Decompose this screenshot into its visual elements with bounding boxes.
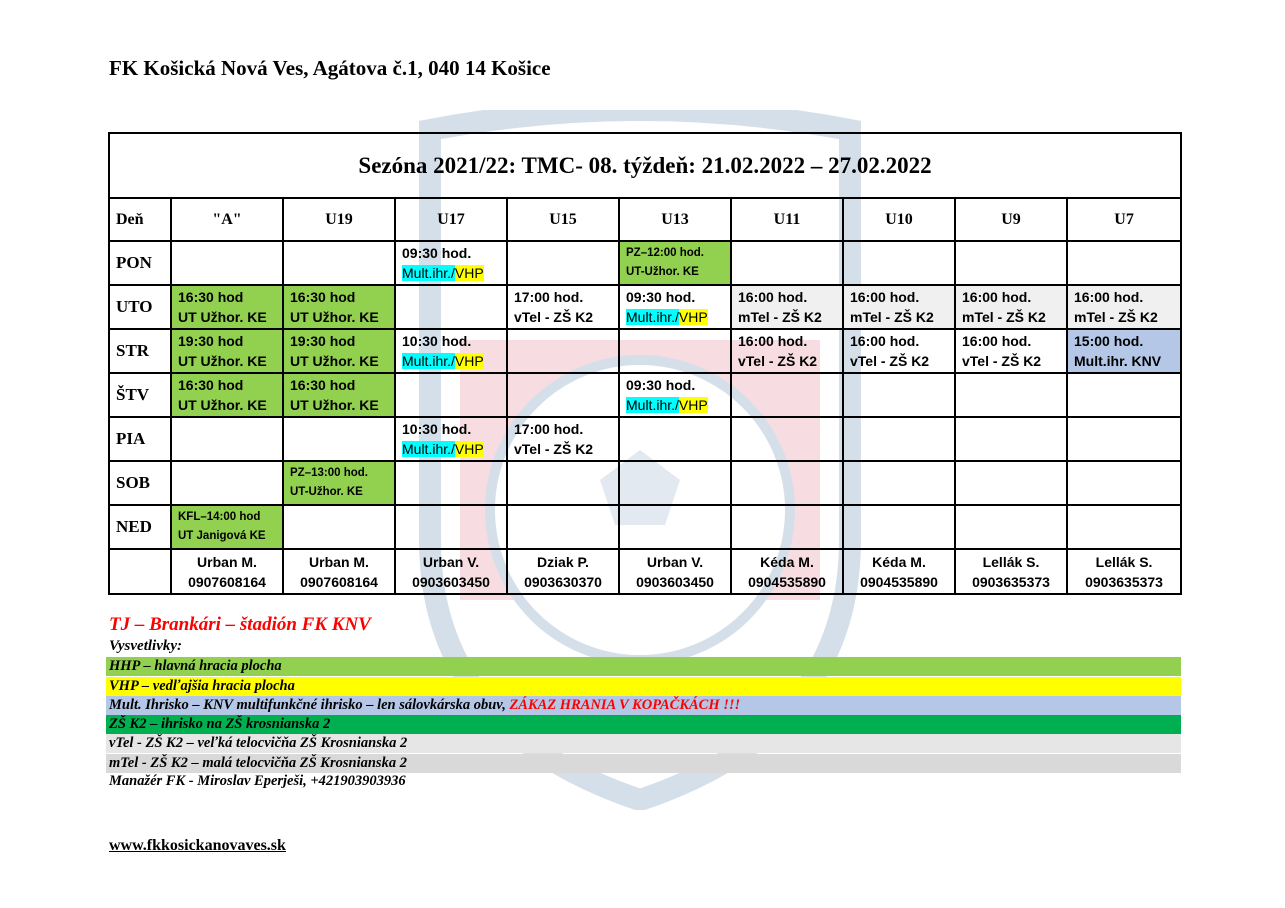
- session-cell-u17: [395, 373, 507, 417]
- session-cell-u13: [619, 505, 731, 549]
- session-time: 17:00 hod.: [514, 289, 584, 305]
- schedule-title: Sezóna 2021/22: TMC- 08. týždeň: 21.02.2022 – 27.02.2022: [109, 133, 1181, 198]
- coach-name: Lellák S.: [982, 553, 1040, 570]
- session-cell-u7: [1067, 461, 1181, 505]
- coach-name: Urban V.: [646, 553, 704, 570]
- session-venue: UT Janigová KE: [178, 530, 266, 542]
- session-cell-u17: [395, 461, 507, 505]
- session-cell-u13: [619, 417, 731, 461]
- coach-phone: 0903635373: [972, 573, 1050, 590]
- legend-vtel: [106, 734, 1181, 753]
- day-label: STR: [109, 329, 171, 373]
- session-venue: UT-Užhor. KE: [290, 486, 363, 498]
- coach-phone: 0907608164: [188, 573, 266, 590]
- session-cell-u9: [955, 417, 1067, 461]
- session-time: 09:30 hod.: [626, 377, 696, 393]
- day-label: PIA: [109, 417, 171, 461]
- column-header-u15: U15: [507, 198, 619, 241]
- session-cell-u19: [283, 285, 395, 329]
- legend-text: ZŠ K2 – ihrisko na ZŠ krosnianska 2: [109, 716, 331, 732]
- venue-vhp: VHP: [454, 265, 484, 281]
- session-cell-u13: [619, 285, 731, 329]
- schedule-row-štv: [109, 373, 1181, 417]
- session-cell-u9: [955, 461, 1067, 505]
- coach-phone: 0903630370: [524, 573, 602, 590]
- session-cell-u13: [619, 241, 731, 285]
- session-venue: UT-Užhor. KE: [626, 266, 699, 278]
- session-cell-u19: [283, 373, 395, 417]
- venue-mult-ihr: Mult.ihr./: [402, 353, 455, 369]
- coach-cell-u10: [843, 549, 955, 594]
- session-venue: mTel - ZŠ K2: [738, 309, 822, 325]
- session-cell-u7: [1067, 285, 1181, 329]
- venue-vhp: VHP: [454, 441, 484, 457]
- session-cell-a-team: [171, 285, 283, 329]
- column-header-row: [109, 198, 1181, 241]
- session-cell-u15: [507, 373, 619, 417]
- legend-text: vTel - ZŠ K2 – veľká telocvičňa ZŠ Krosnianska 2: [109, 735, 408, 751]
- session-time: 10:30 hod.: [402, 333, 472, 349]
- coach-cell-u15: [507, 549, 619, 594]
- session-cell-u10: [843, 329, 955, 373]
- session-time: 16:00 hod.: [738, 289, 808, 305]
- session-venue: UT Užhor. KE: [178, 353, 267, 369]
- schedule-row-str: [109, 329, 1181, 373]
- session-cell-u10: [843, 241, 955, 285]
- session-cell-u10: [843, 373, 955, 417]
- day-label: PON: [109, 241, 171, 285]
- coach-name: Urban V.: [422, 553, 480, 570]
- session-cell-u9: [955, 285, 1067, 329]
- session-cell-u11: [731, 417, 843, 461]
- session-cell-u10: [843, 461, 955, 505]
- column-header-u10: U10: [843, 198, 955, 241]
- session-time: 16:30 hod: [290, 377, 356, 393]
- website-link[interactable]: www.fkkosickanovaves.sk: [109, 837, 286, 854]
- column-header-u19: U19: [283, 198, 395, 241]
- session-venue: UT Užhor. KE: [178, 397, 267, 413]
- coach-cell-u13: [619, 549, 731, 594]
- session-cell-a-team: [171, 241, 283, 285]
- coach-cell-a-team: [171, 549, 283, 594]
- session-cell-u17: [395, 285, 507, 329]
- session-cell-u15: [507, 241, 619, 285]
- legend-mtel: [106, 754, 1181, 773]
- coach-phone: 0904535890: [748, 573, 826, 590]
- session-cell-a-team: [171, 373, 283, 417]
- session-cell-u13: [619, 329, 731, 373]
- venue-vhp: VHP: [454, 353, 484, 369]
- session-time: 09:30 hod.: [402, 245, 472, 261]
- session-cell-u13: [619, 461, 731, 505]
- session-venue: [626, 395, 724, 415]
- session-cell-u9: [955, 373, 1067, 417]
- goalkeeper-note: TJ – Brankári – štadión FK KNV: [109, 614, 371, 635]
- column-header-day: Deň: [109, 198, 171, 241]
- session-venue: vTel - ZŠ K2: [514, 441, 594, 457]
- venue-mult-ihr: Mult.ihr./: [402, 441, 455, 457]
- session-time: 16:30 hod: [178, 377, 244, 393]
- session-time: KFL–14:00 hod: [178, 511, 261, 523]
- session-cell-u11: [731, 461, 843, 505]
- coach-name: Lellák S.: [1095, 553, 1153, 570]
- session-cell-u19: [283, 505, 395, 549]
- session-venue: [402, 351, 500, 371]
- session-cell-a-team: [171, 461, 283, 505]
- session-time: 17:00 hod.: [514, 421, 584, 437]
- coach-name: Dziak P.: [537, 553, 589, 570]
- session-cell-u15: [507, 505, 619, 549]
- column-header-u7: U7: [1067, 198, 1181, 241]
- venue-mult-ihr: Mult.ihr./: [626, 309, 679, 325]
- coach-row: [109, 549, 1181, 594]
- session-cell-u19: [283, 461, 395, 505]
- day-label: UTO: [109, 285, 171, 329]
- session-cell-u19: [283, 329, 395, 373]
- session-venue: vTel - ZŠ K2: [514, 309, 594, 325]
- coach-name: Urban M.: [309, 553, 369, 570]
- coach-phone: 0907608164: [300, 573, 378, 590]
- session-cell-u11: [731, 329, 843, 373]
- session-time: 16:30 hod: [290, 289, 356, 305]
- legend-text: HHP – hlavná hracia plocha: [109, 658, 282, 674]
- coach-cell-u11: [731, 549, 843, 594]
- legend-text: VHP – vedľajšia hracia plocha: [109, 678, 295, 694]
- session-cell-u15: [507, 461, 619, 505]
- session-venue: vTel - ZŠ K2: [850, 353, 930, 369]
- schedule-row-pia: [109, 417, 1181, 461]
- session-time: 16:00 hod.: [962, 289, 1032, 305]
- session-venue: UT Užhor. KE: [290, 309, 379, 325]
- session-cell-a-team: [171, 417, 283, 461]
- session-cell-u9: [955, 505, 1067, 549]
- session-cell-u7: [1067, 329, 1181, 373]
- day-label: ŠTV: [109, 373, 171, 417]
- manager-contact: Manažér FK - Miroslav Eperješi, +421903903936: [109, 773, 406, 789]
- session-time: PZ–13:00 hod.: [290, 467, 368, 479]
- day-label: SOB: [109, 461, 171, 505]
- session-venue: [402, 439, 500, 459]
- session-venue: UT Užhor. KE: [290, 397, 379, 413]
- coach-cell-u19: [283, 549, 395, 594]
- legend-hhp: [106, 657, 1181, 676]
- session-cell-u15: [507, 329, 619, 373]
- session-time: 19:30 hod: [178, 333, 244, 349]
- session-venue: mTel - ZŠ K2: [1074, 309, 1158, 325]
- session-venue: Mult.ihr. KNV: [1074, 353, 1162, 369]
- session-time: PZ–12:00 hod.: [626, 247, 704, 259]
- schedule-row-sob: [109, 461, 1181, 505]
- coach-name: Kéda M.: [872, 553, 926, 570]
- schedule-body: [109, 241, 1181, 549]
- coach-cell-u17: [395, 549, 507, 594]
- session-cell-u17: [395, 241, 507, 285]
- coach-name: Kéda M.: [760, 553, 814, 570]
- session-venue: vTel - ZŠ K2: [738, 353, 818, 369]
- session-time: 19:30 hod: [290, 333, 356, 349]
- legend-text: Mult. Ihrisko – KNV multifunkčné ihrisko – len sálovkárska obuv,: [109, 697, 510, 713]
- column-header-u17: U17: [395, 198, 507, 241]
- session-cell-u11: [731, 285, 843, 329]
- session-cell-u10: [843, 505, 955, 549]
- session-cell-u11: [731, 241, 843, 285]
- coach-phone: 0903635373: [1085, 573, 1163, 590]
- session-cell-u15: [507, 417, 619, 461]
- legend-vhp: [106, 677, 1181, 696]
- schedule-row-ned: [109, 505, 1181, 549]
- venue-vhp: VHP: [678, 309, 708, 325]
- session-venue: mTel - ZŠ K2: [850, 309, 934, 325]
- session-cell-a-team: [171, 329, 283, 373]
- session-venue: [626, 307, 724, 327]
- session-time: 16:30 hod: [178, 289, 244, 305]
- legend-warning: ZÁKAZ HRANIA V KOPAČKÁCH !!!: [509, 697, 741, 713]
- session-cell-u17: [395, 417, 507, 461]
- session-cell-u17: [395, 329, 507, 373]
- session-cell-u15: [507, 285, 619, 329]
- session-venue: [402, 263, 500, 283]
- session-cell-u19: [283, 417, 395, 461]
- session-time: 10:30 hod.: [402, 421, 472, 437]
- venue-mult-ihr: Mult.ihr./: [402, 265, 455, 281]
- session-cell-u13: [619, 373, 731, 417]
- coach-cell-u7: [1067, 549, 1181, 594]
- legend-text: mTel - ZŠ K2 – malá telocvičňa ZŠ Krosnianska 2: [109, 755, 407, 771]
- coach-phone: 0904535890: [860, 573, 938, 590]
- session-cell-u9: [955, 329, 1067, 373]
- explanations-label: Vysvetlivky:: [109, 638, 183, 654]
- training-schedule-table: [108, 132, 1182, 595]
- session-venue: mTel - ZŠ K2: [962, 309, 1046, 325]
- organization-address: FK Košická Nová Ves, Agátova č.1, 040 14 Košice: [109, 56, 551, 80]
- session-time: 16:00 hod.: [850, 289, 920, 305]
- column-header-u9: U9: [955, 198, 1067, 241]
- session-cell-u11: [731, 373, 843, 417]
- session-cell-u17: [395, 505, 507, 549]
- session-venue: UT Užhor. KE: [290, 353, 379, 369]
- session-venue: UT Užhor. KE: [178, 309, 267, 325]
- coach-empty-cell: [109, 549, 171, 594]
- legend-mult-ihrisko: [106, 696, 1181, 715]
- schedule-row-pon: [109, 241, 1181, 285]
- session-time: 09:30 hod.: [626, 289, 696, 305]
- session-cell-u7: [1067, 241, 1181, 285]
- session-cell-u9: [955, 241, 1067, 285]
- column-header-a-team: "A": [171, 198, 283, 241]
- venue-vhp: VHP: [678, 397, 708, 413]
- legend-zs-k2: [106, 715, 1181, 734]
- venue-mult-ihr: Mult.ihr./: [626, 397, 679, 413]
- session-time: 16:00 hod.: [1074, 289, 1144, 305]
- coach-name: Urban M.: [197, 553, 257, 570]
- column-header-u11: U11: [731, 198, 843, 241]
- session-cell-u10: [843, 417, 955, 461]
- coach-phone: 0903603450: [636, 573, 714, 590]
- session-time: 16:00 hod.: [962, 333, 1032, 349]
- schedule-row-uto: [109, 285, 1181, 329]
- session-cell-u11: [731, 505, 843, 549]
- session-cell-u7: [1067, 373, 1181, 417]
- session-venue: vTel - ZŠ K2: [962, 353, 1042, 369]
- session-time: 16:00 hod.: [850, 333, 920, 349]
- session-cell-u10: [843, 285, 955, 329]
- session-cell-u19: [283, 241, 395, 285]
- session-cell-u7: [1067, 417, 1181, 461]
- column-header-u13: U13: [619, 198, 731, 241]
- session-cell-a-team: [171, 505, 283, 549]
- session-time: 16:00 hod.: [738, 333, 808, 349]
- coach-phone: 0903603450: [412, 573, 490, 590]
- session-time: 15:00 hod.: [1074, 333, 1144, 349]
- coach-cell-u9: [955, 549, 1067, 594]
- session-cell-u7: [1067, 505, 1181, 549]
- day-label: NED: [109, 505, 171, 549]
